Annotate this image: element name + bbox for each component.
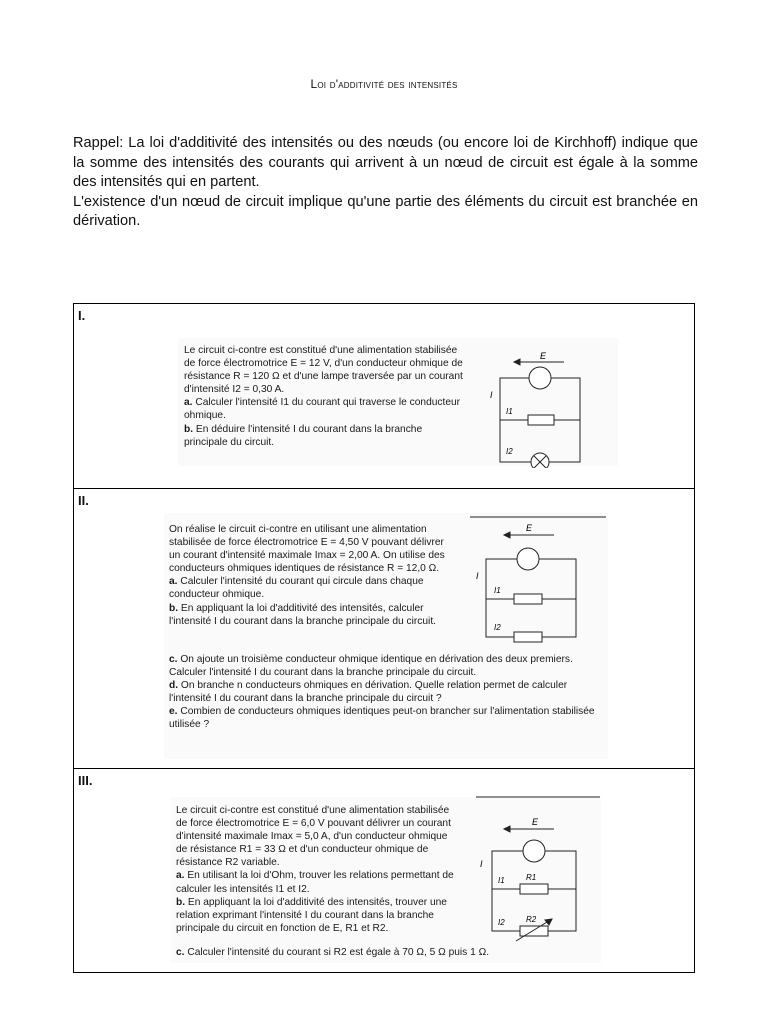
question-c: c. On ajoute un troisième conducteur ohmique identique en dérivation des deux premiers. Calculer l'intensité I du courant dans la branche principale du circuit. — [169, 654, 573, 679]
exercise-2-box — [73, 488, 695, 769]
label-e: E — [526, 523, 533, 533]
exercise-number: I. — [78, 308, 86, 323]
exercise-3-box — [73, 768, 695, 973]
intro-reminder — [73, 134, 698, 232]
question-b: b. En appliquant la loi d'additivité des intensités, trouver une relation exprimant l'intensité I du courant dans la branche principale du circuit en fonction de E, R1 et R2. — [176, 896, 447, 934]
label-i1: I1 — [494, 586, 501, 595]
label-i1: I1 — [498, 876, 505, 885]
question-a: a. Calculer l'intensité I1 du courant qui traverse le conducteur ohmique. — [184, 397, 461, 422]
label-i2: I2 — [506, 447, 513, 456]
exercise-text-lower — [176, 946, 596, 959]
circuit-diagram — [476, 795, 601, 945]
exercise-number: III. — [78, 773, 93, 788]
label-i1: I1 — [506, 407, 513, 416]
exercise-text — [176, 804, 458, 935]
label-r2: R2 — [526, 915, 537, 924]
exercise-statement: Le circuit ci-contre est constitué d'une alimentation stabilisée de force électromotrice E = 6,0 V pouvant délivrer un courant d'intensité maximale Imax = 5,0 A, d'un conducteur ohmique de résistance R1 = 33 Ω et d'un conducteur ohmique de résistance R2 variable. — [176, 805, 451, 869]
question-c: c. Calculer l'intensité du courant si R2 est égale à 70 Ω, 5 Ω puis 1 Ω. — [176, 947, 490, 958]
label-i: I — [480, 859, 483, 869]
exercise-1-box — [73, 303, 695, 489]
question-d: d. On branche n conducteurs ohmiques en dérivation. Quelle relation permet de calculer l'intensité I du courant dans la branche principale du circuit ? — [169, 680, 568, 705]
exercise-number: II. — [78, 493, 89, 508]
page-title: Loi d'additivité des intensités — [310, 77, 458, 91]
exercise-text — [184, 344, 464, 449]
exercise-statement: On réalise le circuit ci-contre en utilisant une alimentation stabilisée de force électromotrice E = 4,50 V pouvant délivrer un courant d'intensité maximale Imax = 2,00 A. On utilise des conducteurs ohmiques identiques de résistance R = 12,0 Ω. — [169, 524, 445, 575]
circuit-diagram — [484, 348, 614, 468]
question-a: a. En utilisant la loi d'Ohm, trouver les relations permettant de calculer les intensités I1 et I2. — [176, 870, 454, 895]
label-e: E — [532, 817, 539, 827]
intro-paragraph-2: L'existence d'un nœud de circuit implique qu'une partie des éléments du circuit est branchée en dérivation. — [73, 193, 698, 229]
label-r1: R1 — [526, 873, 537, 882]
exercise-text-lower — [169, 653, 605, 732]
label-i: I — [490, 390, 493, 400]
circuit-diagram — [464, 515, 609, 655]
label-i2: I2 — [498, 918, 505, 927]
question-b: b. En appliquant la loi d'additivité des intensités, calculer l'intensité I du courant dans la branche principale du circuit. — [169, 602, 436, 627]
exercise-text-upper — [169, 523, 449, 628]
intro-paragraph-1: Rappel: La loi d'additivité des intensités ou des nœuds (ou encore loi de Kirchhoff) indique que la somme des intensités des courants qui arrivent à un nœud de circuit est égale à la somme des intensités qui en partent. — [73, 135, 698, 190]
exercise-statement: Le circuit ci-contre est constitué d'une alimentation stabilisée de force électromotrice E = 12 V, d'un conducteur ohmique de résistance R = 120 Ω et d'une lampe traversée par un courant d'intensité I2 = 0,30 A. — [184, 345, 463, 396]
question-b: b. En déduire l'intensité I du courant dans la branche principale du circuit. — [184, 423, 423, 448]
label-i2: I2 — [494, 623, 501, 632]
label-e: E — [540, 351, 547, 361]
label-i: I — [476, 571, 479, 581]
question-a: a. Calculer l'intensité du courant qui circule dans chaque conducteur ohmique. — [169, 576, 424, 601]
question-e: e. Combien de conducteurs ohmiques identiques peut-on brancher sur l'alimentation stabilisée utilisée ? — [169, 706, 595, 731]
